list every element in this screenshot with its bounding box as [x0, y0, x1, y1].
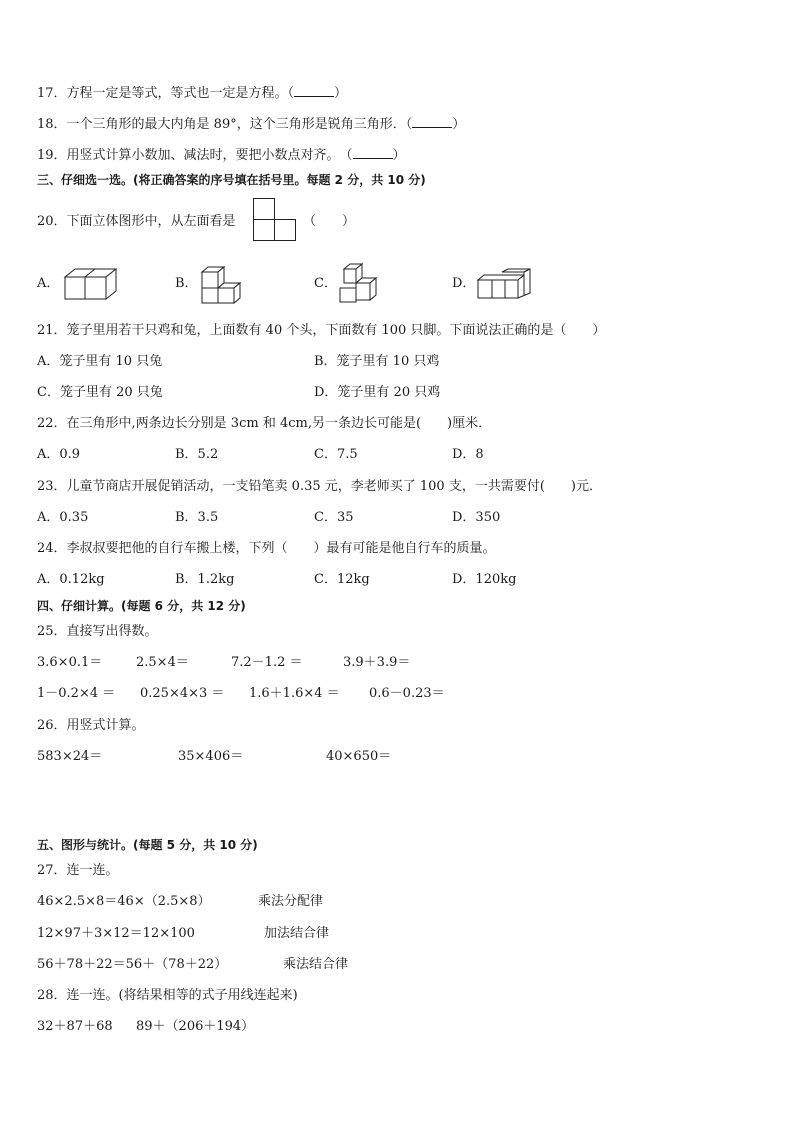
option-b[interactable]: B．笼子里有 10 只鸡 — [314, 354, 440, 369]
option-c-label[interactable]: C． — [314, 276, 337, 291]
match-item[interactable]: 32＋87＋68 — [37, 1019, 113, 1034]
option-a-solid-figure — [64, 266, 116, 300]
question-20-text: 20．下面立体图形中，从左面看是 — [37, 214, 236, 229]
question-25-text: 25．直接写出得数。 — [37, 624, 158, 639]
question-18 — [37, 115, 465, 134]
match-left-item[interactable]: 12×97＋3×12＝12×100 — [37, 926, 195, 941]
answer-blank[interactable] — [353, 146, 393, 159]
option-b-solid-figure — [198, 266, 242, 304]
question-19-text: 19．用竖式计算小数加、减法时，要把小数点对齐。 （ — [37, 148, 353, 163]
paren-close: ） — [392, 148, 406, 163]
paren-close: ） — [452, 117, 466, 132]
calc-item: 1－0.2×4 ＝ — [37, 686, 116, 701]
option-b[interactable]: B．1.2kg — [175, 572, 235, 587]
option-c[interactable]: C．12kg — [314, 572, 370, 587]
option-b[interactable]: B．3.5 — [175, 510, 219, 525]
option-a[interactable]: A．0.35 — [37, 510, 89, 525]
question-19 — [37, 146, 406, 165]
vertical-calc-item: 583×24＝ — [37, 749, 103, 764]
option-a[interactable]: A．0.9 — [37, 447, 81, 462]
option-a[interactable]: A．0.12kg — [37, 572, 105, 587]
match-item[interactable]: 89＋（206＋194） — [136, 1019, 255, 1034]
option-b-label[interactable]: B． — [175, 276, 198, 291]
option-d[interactable]: D．8 — [452, 447, 484, 462]
match-right-item[interactable]: 乘法分配律 — [258, 894, 324, 909]
match-right-item[interactable]: 乘法结合律 — [283, 957, 349, 972]
calc-item: 3.9＋3.9＝ — [343, 655, 411, 670]
match-right-item[interactable]: 加法结合律 — [264, 926, 330, 941]
calc-item: 2.5×4＝ — [136, 655, 189, 670]
option-b[interactable]: B．5.2 — [175, 447, 219, 462]
question-24-text: 24．李叔叔要把他的自行车搬上楼，下列（ ）最有可能是他自行车的质量。 — [37, 541, 496, 556]
option-a[interactable]: A．笼子里有 10 只兔 — [37, 354, 163, 369]
question-28-text: 28．连一连。(将结果相等的式子用线连起来) — [37, 988, 298, 1003]
option-c[interactable]: C．35 — [314, 510, 354, 525]
section-3-heading: 三、仔细选一选。(将正确答案的序号填在括号里。每题 2 分，共 10 分) — [37, 173, 426, 187]
question-23-text: 23．儿童节商店开展促销活动，一支铅笔卖 0.35 元，李老师买了 100 支，一共需要付( )元． — [37, 479, 602, 494]
left-view-figure — [253, 198, 299, 242]
option-d-label[interactable]: D． — [452, 276, 476, 291]
match-left-item[interactable]: 46×2.5×8＝46×（2.5×8） — [37, 894, 211, 909]
match-left-item[interactable]: 56＋78＋22＝56＋（78＋22） — [37, 957, 228, 972]
vertical-calc-item: 40×650＝ — [326, 749, 392, 764]
calc-item: 0.25×4×3 ＝ — [140, 686, 225, 701]
question-27-text: 27．连一连。 — [37, 863, 119, 878]
question-22-text: 22．在三角形中,两条边长分别是 3cm 和 4cm,另一条边长可能是( )厘米． — [37, 416, 492, 431]
question-26-text: 26．用竖式计算。 — [37, 718, 145, 733]
answer-blank[interactable] — [412, 115, 452, 128]
option-d[interactable]: D．笼子里有 20 只鸡 — [314, 385, 441, 400]
option-c[interactable]: C．7.5 — [314, 447, 358, 462]
calc-item: 0.6－0.23＝ — [369, 686, 445, 701]
option-a-label[interactable]: A． — [37, 276, 60, 291]
option-c-solid-figure — [338, 263, 380, 303]
vertical-calc-item: 35×406＝ — [178, 749, 244, 764]
calc-item: 7.2－1.2 ＝ — [231, 655, 303, 670]
calc-item: 3.6×0.1＝ — [37, 655, 103, 670]
question-17 — [37, 84, 347, 103]
option-c[interactable]: C．笼子里有 20 只兔 — [37, 385, 163, 400]
section-4-heading: 四、仔细计算。(每题 6 分，共 12 分) — [37, 599, 246, 613]
option-d-solid-figure — [476, 268, 532, 300]
question-20-paren: （ ） — [303, 214, 356, 229]
question-17-text: 17．方程一定是等式，等式也一定是方程。（ — [37, 86, 295, 101]
paren-close: ） — [334, 86, 348, 101]
question-21-text: 21．笼子里用若干只鸡和兔，上面数有 40 个头，下面数有 100 只脚。下面说法正确的是（ ） — [37, 323, 606, 338]
option-d[interactable]: D．120kg — [452, 572, 517, 587]
section-5-heading: 五、图形与统计。(每题 5 分，共 10 分) — [37, 838, 258, 852]
calc-item: 1.6＋1.6×4 ＝ — [249, 686, 340, 701]
option-d[interactable]: D．350 — [452, 510, 501, 525]
question-18-text: 18．一个三角形的最大内角是 89°，这个三角形是锐角三角形．（ — [37, 117, 413, 132]
answer-blank[interactable] — [294, 84, 334, 97]
